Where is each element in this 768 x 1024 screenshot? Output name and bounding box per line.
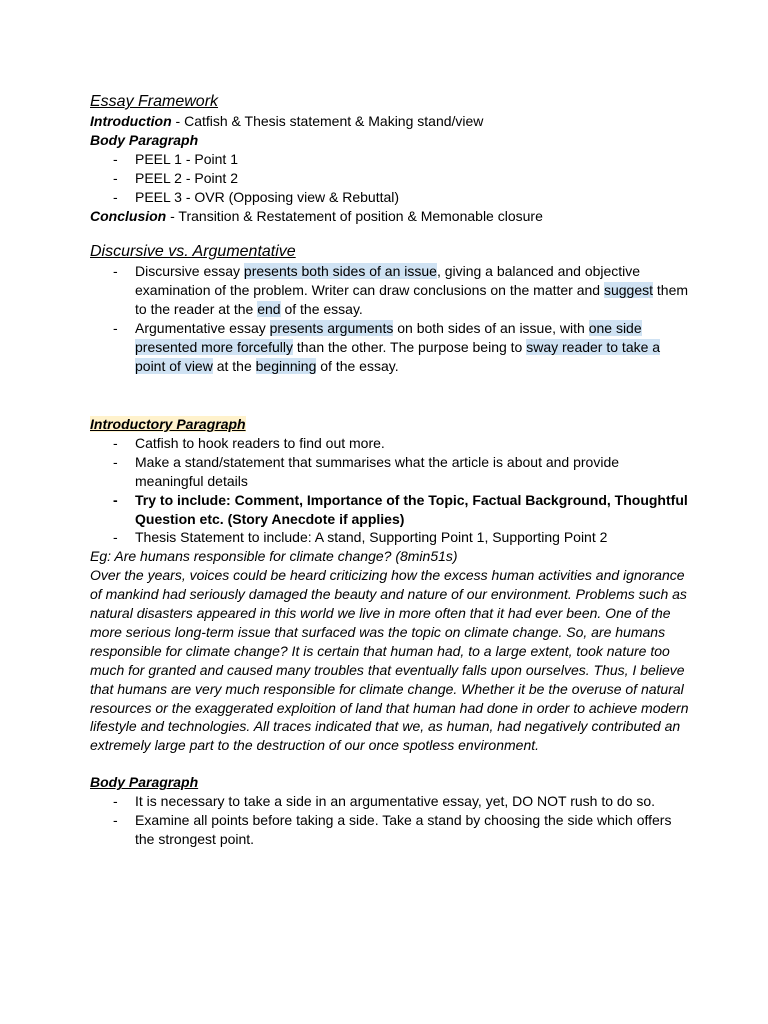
highlighted-text: beginning (255, 357, 317, 374)
essay-framework-heading: Essay Framework (90, 93, 219, 110)
introductory-paragraph-heading (90, 414, 690, 434)
text-run: Argumentative essay (135, 320, 270, 337)
list-item: - Make a stand/statement that summarises what the article is about and provide meaningful details (90, 453, 690, 491)
list-item: - Thesis Statement to include: A stand, Supporting Point 1, Supporting Point 2 (90, 528, 690, 547)
text-run: on both sides of an issue, with (393, 320, 589, 337)
list-item: - Catfish to hook readers to find out more. (90, 434, 690, 453)
highlighted-text: end (257, 301, 281, 318)
text-run: of the essay. (280, 301, 363, 318)
list-item: - PEEL 1 - Point 1 (90, 150, 690, 169)
list-item: - PEEL 2 - Point 2 (90, 169, 690, 188)
highlighted-text: sway reader to take a point of view (135, 339, 661, 374)
highlighted-text: one side presented more forcefully (135, 320, 642, 356)
highlighted-text: presents arguments (269, 320, 394, 337)
body-list (90, 792, 690, 849)
list-item: - Examine all points before taking a side. Take a stand by choosing the side which offers the strongest point. (90, 811, 690, 849)
body-paragraph-label: Body Paragraph (90, 131, 199, 148)
body-paragraph-heading: Body Paragraph (90, 774, 199, 791)
discursive-list (90, 262, 690, 375)
text-run: them to the reader at the (135, 282, 689, 318)
highlighted-text: presents both sides of an issue (243, 263, 437, 280)
introduction-text: - Catfish & Thesis statement & Making stand/view (171, 113, 484, 129)
example-paragraph: Over the years, voices could be heard criticizing how the excess human activities and ignorance of mankind had seriously damaged the beauty and nature of our environment. Problems such as natural disasters appeared in this world we live in more often that it had ever been. One of the more serious long-term issue that surfaced was the topic on climate change. So, are humans responsible for climate change? It is certain that human had, to a large extent, took nature too much for granted and caused many troubles that eventually falls upon ourselves. Thus, I believe that humans are very much responsible for climate change. Whether it be the overuse of natural resources or the exaggerated exploition of land that human had done in order to achieve modern lifestyle and technologies. All traces indicated that we, as human, had negatively contributed an extremely large part to the destruction of our once spotless environment. (90, 567, 689, 754)
list-item (90, 262, 690, 319)
list-item (90, 319, 690, 376)
conclusion-line (90, 207, 690, 226)
text-run: Discursive essay (135, 263, 244, 280)
discursive-heading: Discursive vs. Argumentative (90, 243, 296, 261)
list-item: - PEEL 3 - OVR (Opposing view & Rebuttal) (90, 188, 690, 207)
conclusion-text: - Transition & Restatement of position & Memonable closure (166, 207, 543, 224)
introduction-label: Introduction (90, 113, 172, 129)
example-label: Eg: Are humans responsible for climate change? (8min51s) (90, 548, 458, 565)
introduction-line (90, 112, 690, 131)
peel-list (90, 150, 690, 207)
text-run: at the (212, 357, 256, 374)
document-content (90, 92, 690, 849)
text-run: of the essay. (316, 357, 399, 374)
heading-text: Introductory Paragraph (90, 415, 246, 432)
text-run: , giving a balanced and objective examination of the problem. Writer can draw conclusions on the matter and (135, 263, 641, 299)
list-item: - Try to include: Comment, Importance of the Topic, Factual Background, Thoughtful Question etc. (Story Anecdote if applies) (90, 491, 690, 529)
introductory-list (90, 434, 690, 547)
highlighted-text: suggest (603, 282, 654, 299)
text-run: than the other. The purpose being to (292, 339, 527, 356)
conclusion-label: Conclusion (90, 207, 167, 224)
list-item: - It is necessary to take a side in an argumentative essay, yet, DO NOT rush to do so. (90, 792, 690, 811)
